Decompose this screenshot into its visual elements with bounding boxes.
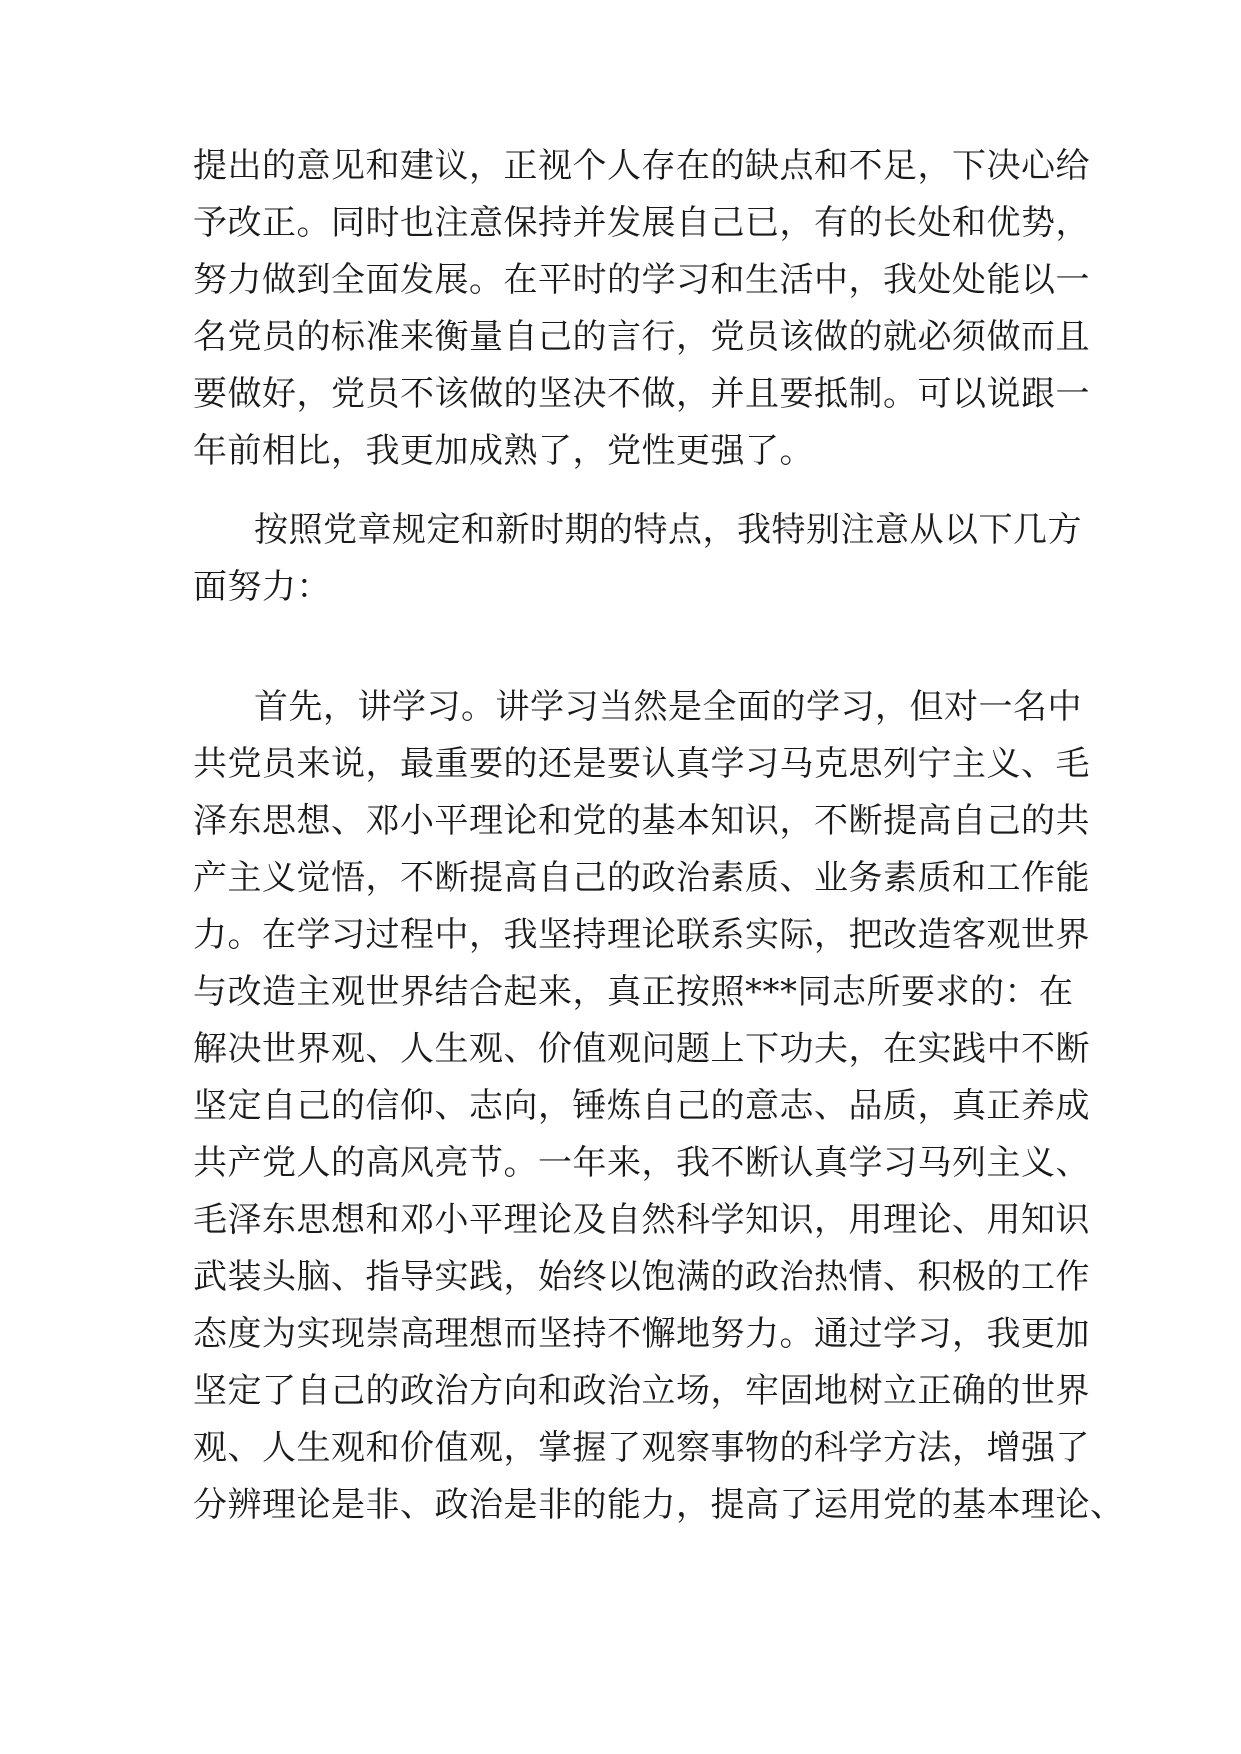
text-line: 武装头脑、指导实践，始终以饱满的政治热情、积极的工作 <box>193 1257 1090 1297</box>
text-line: 产主义觉悟，不断提高自己的政治素质、业务素质和工作能 <box>193 858 1090 898</box>
text-line: 共党员来说，最重要的还是要认真学习马克思列宁主义、毛 <box>193 744 1090 784</box>
text-line: 力。在学习过程中，我坚持理论联系实际，把改造客观世界 <box>193 915 1090 955</box>
text-line: 毛泽东思想和邓小平理论及自然科学知识，用理论、用知识 <box>193 1200 1090 1240</box>
text-line: 泽东思想、邓小平理论和党的基本知识，不断提高自己的共 <box>193 801 1090 841</box>
text-line: 年前相比，我更加成熟了，党性更强了。 <box>193 431 814 471</box>
text-line: 努力做到全面发展。在平时的学习和生活中，我处处能以一 <box>193 260 1090 300</box>
text-line: 共产党人的高风亮节。一年来，我不断认真学习马列主义、 <box>193 1143 1090 1183</box>
text-line: 予改正。同时也注意保持并发展自己已，有的长处和优势， <box>193 203 1090 243</box>
text-line: 面努力： <box>193 567 331 607</box>
text-line: 解决世界观、人生观、价值观问题上下功夫，在实践中不断 <box>193 1029 1090 1069</box>
text-line: 提出的意见和建议，正视个人存在的缺点和不足，下决心给 <box>193 146 1090 186</box>
paragraph-start-line: 首先，讲学习。讲学习当然是全面的学习，但对一名中 <box>254 687 1082 727</box>
text-line: 名党员的标准来衡量自己的言行，党员该做的就必须做而且 <box>193 317 1090 357</box>
text-line: 坚定自己的信仰、志向，锤炼自己的意志、品质，真正养成 <box>193 1086 1090 1126</box>
text-line: 态度为实现崇高理想而坚持不懈地努力。通过学习，我更加 <box>193 1314 1090 1354</box>
text-line: 与改造主观世界结合起来，真正按照***同志所要求的：在 <box>193 972 1074 1012</box>
text-line: 观、人生观和价值观，掌握了观察事物的科学方法，增强了 <box>193 1428 1090 1468</box>
text-line: 要做好，党员不该做的坚决不做，并且要抵制。可以说跟一 <box>193 374 1090 414</box>
text-line: 分辨理论是非、政治是非的能力，提高了运用党的基本理论、 <box>193 1485 1125 1525</box>
text-line: 坚定了自己的政治方向和政治立场，牢固地树立正确的世界 <box>193 1371 1090 1411</box>
paragraph-start-line: 按照党章规定和新时期的特点，我特别注意从以下几方 <box>254 510 1082 550</box>
